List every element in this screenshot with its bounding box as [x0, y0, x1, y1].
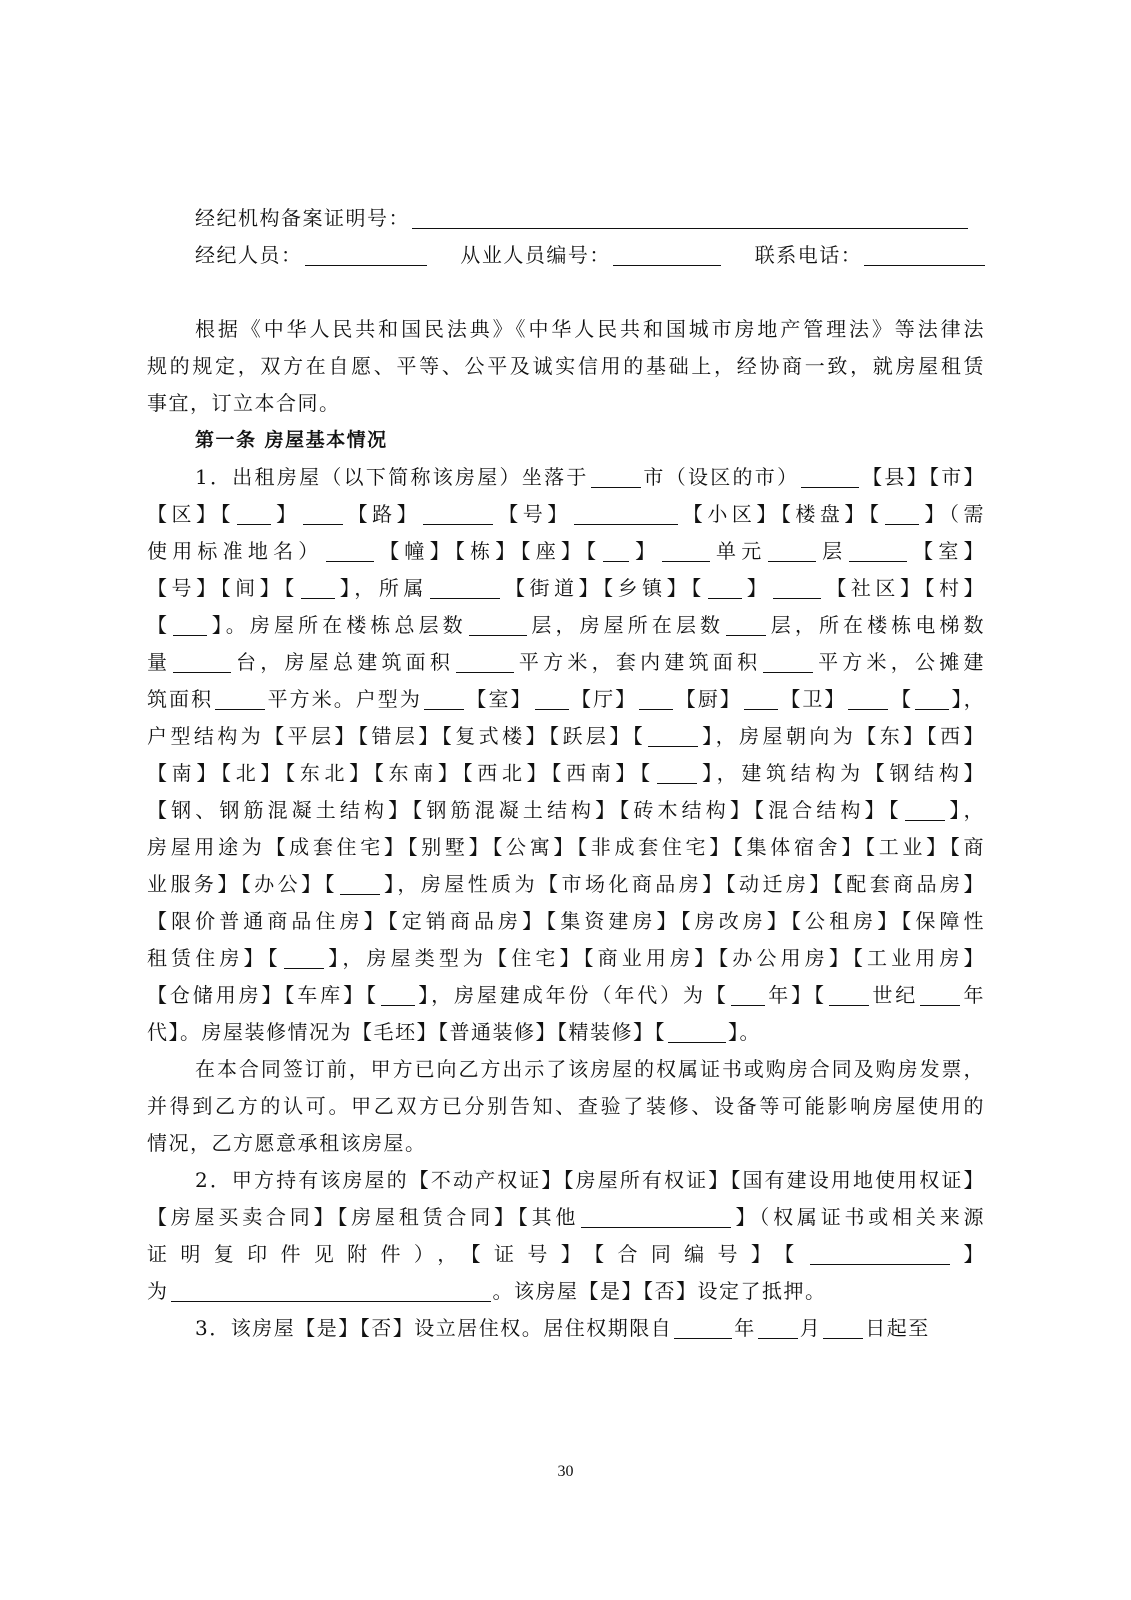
blank[interactable]: [173, 613, 207, 636]
elevator-blank[interactable]: [173, 650, 231, 673]
blank[interactable]: [657, 761, 697, 784]
blank[interactable]: [237, 502, 271, 525]
p1-line-3: [147, 533, 985, 570]
blank[interactable]: [648, 724, 698, 747]
preamble-line-3: 事宜，订立本合同。: [147, 391, 341, 415]
p3-line-4: [147, 1273, 985, 1310]
blank[interactable]: [301, 576, 335, 599]
agent-info-line: [147, 237, 985, 274]
other-blank[interactable]: [581, 1205, 731, 1228]
p1-text: 年】【: [766, 983, 827, 1007]
street-blank[interactable]: [430, 576, 500, 599]
p1-text: 】（需: [921, 502, 985, 526]
preamble-line-2: 规的规定，双方在自愿、平等、公平及诚实信用的基础上，经协商一致，就房屋租赁: [147, 354, 985, 378]
p1-text: 【: [890, 687, 914, 711]
year-blank[interactable]: [674, 1316, 732, 1339]
agent-blank[interactable]: [305, 243, 427, 266]
unit-blank[interactable]: [662, 539, 710, 562]
p3-text: 为: [147, 1279, 169, 1303]
p1-line-7: [147, 681, 985, 718]
p1-text: 户型结构为【平层】【错层】【复式楼】【跃层】【: [147, 724, 647, 748]
p1-text: 】: [743, 576, 772, 600]
p4-line-1: [147, 1310, 985, 1347]
blank[interactable]: [381, 983, 415, 1006]
agency-record-blank[interactable]: [412, 206, 968, 229]
p2-line-3: 情况，乙方愿意承租该房屋。: [147, 1131, 427, 1155]
blank[interactable]: [284, 946, 324, 969]
p3-text: 证明复印件见附件），【证号】【合同编号】【: [147, 1242, 808, 1266]
p1-text: 】，建筑结构为【钢结构】: [698, 761, 985, 785]
page-number: 30: [557, 1463, 574, 1480]
p1-text: 【街道】【乡镇】【: [501, 576, 706, 600]
room-blank[interactable]: [849, 539, 907, 562]
p1-text: 世纪: [870, 983, 919, 1007]
number-blank[interactable]: [574, 502, 678, 525]
p4-text: 日起至: [865, 1316, 930, 1340]
contract-page: [147, 200, 985, 1347]
p1-text: 层: [818, 539, 848, 563]
p1-text: 】，房屋类型为【住宅】【商业用房】【办公用房】【工业用房】: [325, 946, 985, 970]
p1-text: 】，: [951, 687, 985, 711]
p2-line-1: 在本合同签订前，甲方已向乙方出示了该房屋的权属证书或购房合同及购房发票，: [195, 1057, 985, 1081]
cert-value-blank[interactable]: [171, 1279, 491, 1302]
p1-text: 【室】: [909, 539, 985, 563]
p1-text: 层，房屋所在层数: [528, 613, 725, 637]
inner-area-blank[interactable]: [763, 650, 813, 673]
phone-label: 联系电话：: [754, 243, 863, 267]
p1-text: 】，: [946, 798, 985, 822]
p1-line-14: [147, 940, 985, 977]
p1-line-9: [147, 755, 985, 792]
p1-text: 【卫】: [779, 687, 847, 711]
cert-no-blank[interactable]: [810, 1242, 950, 1265]
p1-line-12: [147, 866, 985, 903]
preamble-line-1: 根据《中华人民共和国民法典》《中华人民共和国城市房地产管理法》等法律法: [195, 317, 985, 341]
p1-text: 平方米。户型为: [267, 687, 422, 711]
p1-text: 平方米，公摊建: [815, 650, 985, 674]
blank[interactable]: [848, 687, 888, 710]
p1-line-8: [147, 718, 985, 755]
p1-text: 【室】: [465, 687, 533, 711]
p1-text: 】: [273, 502, 301, 526]
staff-no-label: 从业人员编号：: [460, 243, 611, 267]
blank[interactable]: [535, 687, 569, 710]
road-blank[interactable]: [423, 502, 493, 525]
shared-area-blank[interactable]: [215, 687, 265, 710]
phone-blank[interactable]: [864, 243, 985, 266]
p1-text: 代】。房屋装修情况为【毛坯】【普通装修】【精装修】【: [147, 1020, 666, 1044]
total-floors-blank[interactable]: [469, 613, 527, 636]
blank[interactable]: [639, 687, 673, 710]
community-blank[interactable]: [773, 576, 821, 599]
p3-text: 【房屋买卖合同】【房屋租赁合同】【其他: [147, 1205, 580, 1229]
p1-line-2: [147, 496, 985, 533]
blank[interactable]: [915, 687, 949, 710]
article1-heading: 第一条 房屋基本情况: [195, 429, 388, 451]
p3-line-3: [147, 1236, 985, 1273]
p1-line-15: [147, 977, 985, 1014]
blank[interactable]: [668, 1020, 726, 1043]
p1-text: 【钢、钢筋混凝土结构】【钢筋混凝土结构】【砖木结构】【混合结构】【: [147, 798, 903, 822]
blank[interactable]: [424, 687, 464, 710]
p1-text: 单元: [712, 539, 767, 563]
staff-no-blank[interactable]: [613, 243, 721, 266]
month-blank[interactable]: [758, 1316, 798, 1339]
p1-text: 层，所在楼栋电梯数: [768, 613, 985, 637]
p1-text: 台，房屋总建筑面积: [233, 650, 455, 674]
century-blank[interactable]: [829, 983, 869, 1006]
p1-text: 业服务】【办公】【: [147, 872, 338, 896]
p3-text: 。该房屋【是】【否】设定了抵押。: [492, 1279, 827, 1303]
floor-blank[interactable]: [768, 539, 816, 562]
gross-area-blank[interactable]: [456, 650, 514, 673]
blank[interactable]: [744, 687, 778, 710]
p1-line-4: [147, 570, 985, 607]
p1-text: 【社区】【村】: [823, 576, 985, 600]
p4-text: 月: [799, 1316, 822, 1340]
agency-record-label: 经纪机构备案证明号：: [195, 206, 410, 230]
p1-line-11: 房屋用途为【成套住宅】【别墅】【公寓】【非成套住宅】【集体宿舍】【工业】【商: [147, 835, 985, 859]
floor-no-blank[interactable]: [726, 613, 766, 636]
p4-text: 年: [734, 1316, 756, 1340]
p2-line-2: 并得到乙方的认可。甲乙双方已分别告知、查验了装修、设备等可能影响房屋使用的: [147, 1094, 985, 1118]
p1-line-16: [147, 1014, 985, 1051]
p1-line-6: [147, 644, 985, 681]
p3-line-2: [147, 1199, 985, 1236]
p1-text: 1．出租房屋（以下简称该房屋）坐落于: [195, 465, 589, 489]
p1-text: 【小区】【楼盘】【: [679, 502, 884, 526]
p1-line-5: [147, 607, 985, 644]
p1-text: 【仓储用房】【车库】【: [147, 983, 379, 1007]
p1-text: 】。: [728, 1020, 761, 1044]
p1-text: 【厨】: [675, 687, 742, 711]
p1-line-13: 【限价普通商品住房】【定销商品房】【集资建房】【房改房】【公租房】【保障性: [147, 909, 985, 933]
p3-text: 】（权属证书或相关来源: [733, 1205, 985, 1229]
agent-label: 经纪人员：: [195, 243, 303, 267]
blank[interactable]: [603, 539, 629, 562]
blank[interactable]: [905, 798, 945, 821]
blank[interactable]: [340, 872, 380, 895]
blank[interactable]: [708, 576, 742, 599]
decade-blank[interactable]: [920, 983, 960, 1006]
p1-text: 使用标准地名）: [147, 539, 324, 563]
p1-text: 】，房屋朝向为【东】【西】: [700, 724, 985, 748]
p1-text: 【号】【间】【: [147, 576, 299, 600]
p4-text: 3．该房屋【是】【否】设立居住权。居住权期限自: [195, 1316, 673, 1340]
p3-text: 】: [951, 1242, 985, 1266]
building-blank[interactable]: [326, 539, 374, 562]
p1-text: 【南】【北】【东北】【东南】【西北】【西南】【: [147, 761, 655, 785]
p1-text: 市（设区的市）: [642, 465, 800, 489]
p1-text: 筑面积: [147, 687, 214, 711]
p1-text: 【路】: [344, 502, 422, 526]
p1-text: 【: [147, 613, 172, 637]
day-blank[interactable]: [823, 1316, 863, 1339]
p1-text: 】，房屋建成年份（年代）为【: [416, 983, 729, 1007]
city-blank[interactable]: [591, 465, 641, 488]
year-blank[interactable]: [731, 983, 765, 1006]
p1-text: 】。房屋所在楼栋总层数: [209, 613, 467, 637]
p1-text: 【区】【: [147, 502, 236, 526]
blank[interactable]: [885, 502, 919, 525]
agency-record-line: [147, 200, 985, 237]
blank[interactable]: [303, 502, 343, 525]
p1-text: 【厅】: [570, 687, 638, 711]
p3-line-1: 2．甲方持有该房屋的【不动产权证】【房屋所有权证】【国有建设用地使用权证】: [195, 1168, 985, 1192]
p1-text: 平方米，套内建筑面积: [516, 650, 762, 674]
p1-text: 【号】: [495, 502, 572, 526]
p1-text: 】: [631, 539, 661, 563]
p1-line-1: [147, 459, 985, 496]
p1-text: 】，所属: [336, 576, 428, 600]
p1-line-10: [147, 792, 985, 829]
district-blank[interactable]: [801, 465, 859, 488]
p1-text: 【县】【市】: [861, 465, 985, 489]
p1-text: 】，房屋性质为【市场化商品房】【动迁房】【配套商品房】: [382, 872, 985, 896]
p1-text: 【幢】【栋】【座】【: [375, 539, 602, 563]
p1-text: 租赁住房】【: [147, 946, 282, 970]
p1-text: 量: [147, 650, 172, 674]
p1-text: 年: [962, 983, 985, 1007]
